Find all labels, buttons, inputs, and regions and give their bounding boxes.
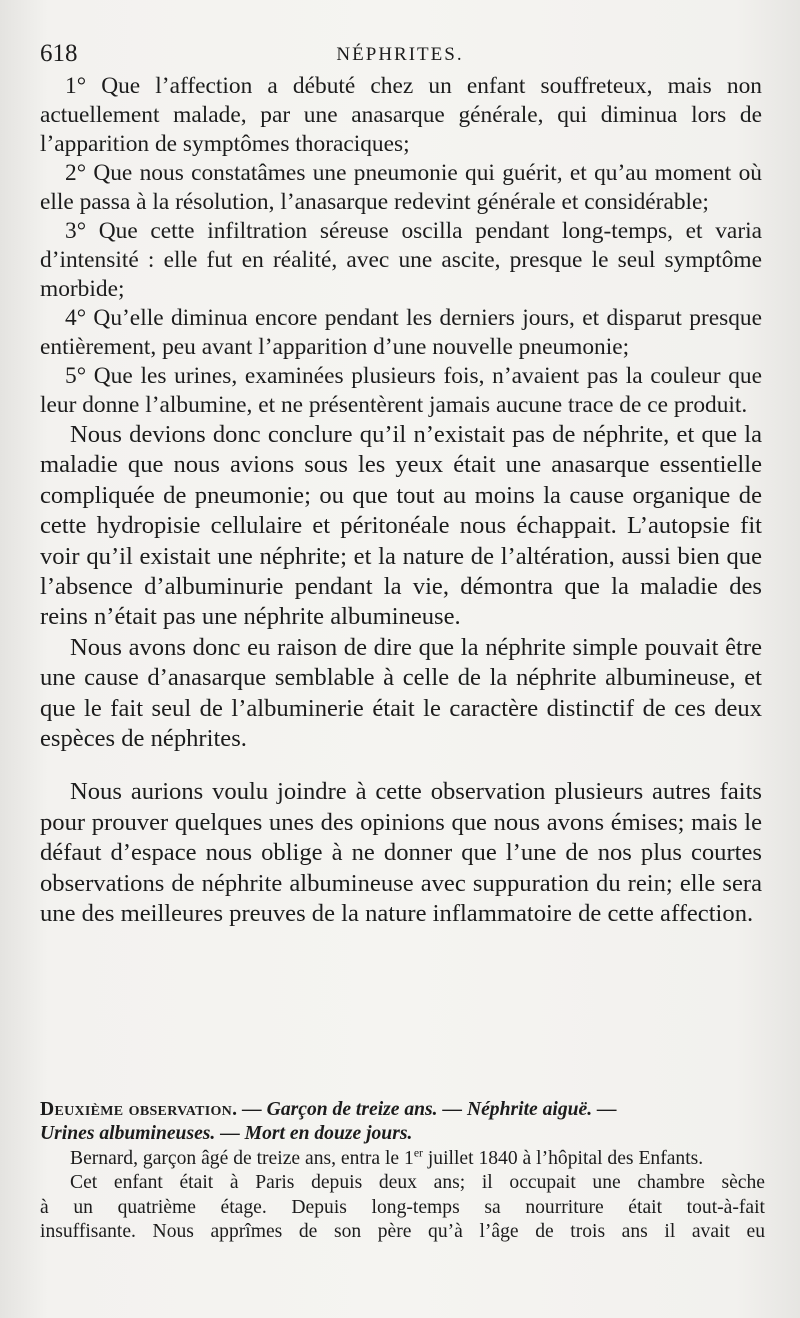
conclusion-item-4: 4° Qu’elle diminua encore pendant les derniers jours, et disparut presque entièrement, peu avant l’apparition d’une nouvelle pneumonie; [40,305,762,360]
conclusion-item-1: 1° Que l’affection a débuté chez un enfant souffreteux, mais non actuellement malade, par une anasarque générale, qui diminua lors de l’apparition de symptômes thoraciques; [40,73,762,157]
observation-heading [40,1098,765,1147]
obs-p2-line-1: Cet enfant était à Paris depuis deux ans; il occupait une chambre sèche [70,1172,765,1194]
conclusion-item-5: 5° Que les urines, examinées plusieurs fois, n’avaient pas la couleur que leur donne l’albumine, et ne présentèrent jamais aucune trace de ce produit. [40,363,762,418]
paragraph-transition: Nous aurions voulu joindre à cette observation plusieurs autres faits pour prouver quelques unes des opinions que nous avons émises; mais le défaut d’espace nous oblige à ne donner que l’une de nos plus courtes observations de néphrite albumineuse avec suppuration du rein; elle sera une des meilleures preuves de la nature inflammatoire de cette affection. [40,778,762,928]
page-header [40,40,760,70]
main-text [40,72,762,930]
observation-section [40,1098,765,1244]
paragraph-conclusion: Nous devions donc conclure qu’il n’existait pas de néphrite, et que la maladie que nous avions sous les yeux était une anasarque essentielle compliquée de pneumonie; ou que tout au moins la cause organique de cette hydropisie cellulaire et péritonéale nous échappait. L’autopsie fit voir qu’il existait une néphrite; et la nature de l’altération, aussi bien que l’absence d’albuminurie pendant la vie, démontra que la maladie des reins n’était pas une néphrite albumineuse. [40,421,762,631]
obs-p2-line-3: insuffisante. Nous apprîmes de son père qu’à l’âge de trois ans il avait eu [40,1221,765,1243]
obs-p1-text-a: Bernard, garçon âgé de treize ans, entra le 1 [70,1147,414,1169]
running-head: NÉPHRITES. [336,44,464,65]
observation-paragraph-1 [40,1147,765,1171]
conclusion-item-3: 3° Que cette infiltration séreuse oscilla pendant long-temps, et varia d’intensité : elle fut en réalité, avec une ascite, presque le seul symptôme morbide; [40,218,762,302]
section-gap [40,754,762,777]
observation-subtitle-2: Urines albumineuses. — Mort en douze jours. [40,1123,413,1145]
observation-title: Deuxième observation. [40,1099,238,1120]
page-number: 618 [40,40,78,67]
observation-subtitle-1: — Garçon de treize ans. — Néphrite aiguë. — [237,1099,617,1120]
obs-p2-line-2: à un quatrième étage. Depuis long-temps sa nourriture était tout-à-fait [40,1196,765,1218]
conclusion-item-2: 2° Que nous constatâmes une pneumonie qui guérit, et qu’au moment où elle passa à la résolution, l’anasarque redevint générale et considérable; [40,160,762,215]
obs-p1-superscript: er [413,1146,423,1160]
obs-p1-text-b: juillet 1840 à l’hôpital des Enfants. [422,1147,704,1169]
paragraph-reasoning: Nous avons donc eu raison de dire que la néphrite simple pouvait être une cause d’anasarque semblable à celle de la néphrite albumineuse, et que le fait seul de l’albuminerie était le caractère distinctif de ces deux espèces de néphrites. [40,633,762,753]
